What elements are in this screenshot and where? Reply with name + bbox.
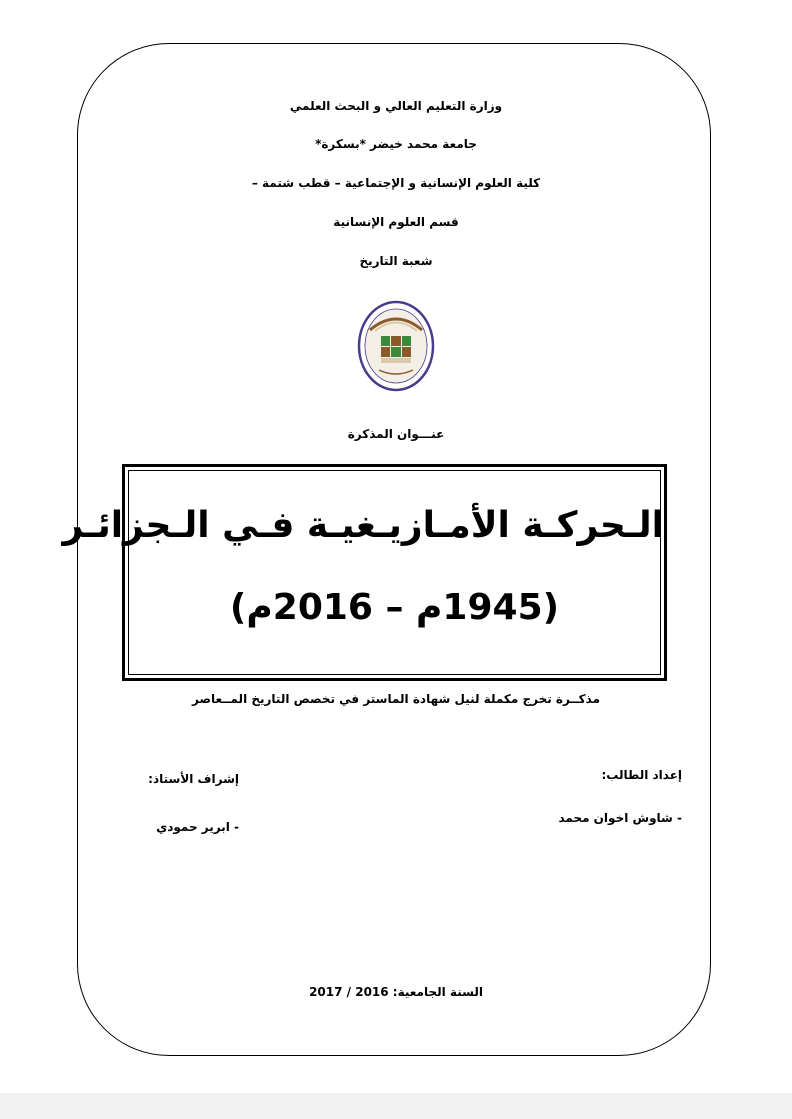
academic-year: السنة الجامعية: 2016 / 2017 [309, 985, 483, 999]
title-box [62, 464, 667, 681]
page-bottom-strip [0, 1093, 792, 1119]
university-seal-icon [357, 300, 435, 392]
degree-statement: مذكــرة تخرج مكملة لنيل شهادة الماستر في تخصص التاريخ المــعاصر [191, 692, 601, 706]
memo-title-label: عنـــوان المذكرة [347, 427, 445, 441]
ministry-name: وزارة التعليم العالي و البحث العلمي [289, 99, 503, 113]
student-label: إعداد الطالب: [601, 768, 682, 782]
faculty-name: كلية العلوم الإنسانية و الإجتماعية – قطب شتمة – [251, 176, 541, 190]
student-name: - شاوش اخوان محمد [558, 811, 682, 825]
supervisor-name: - ابرير حمودي [156, 820, 239, 834]
department-name: قسم العلوم الإنسانية [333, 215, 459, 229]
branch-name: شعبة التاريخ [359, 254, 433, 268]
thesis-title: الـحركـة الأمـازيـغيـة فـي الـجزائـر [62, 505, 664, 546]
thesis-dates: (1945م – 2016م) [229, 587, 560, 628]
university-name: جامعة محمد خيضر *بسكرة* [315, 137, 477, 151]
title-box-inner-border [128, 470, 661, 675]
supervisor-label: إشراف الأستاذ: [148, 772, 239, 786]
